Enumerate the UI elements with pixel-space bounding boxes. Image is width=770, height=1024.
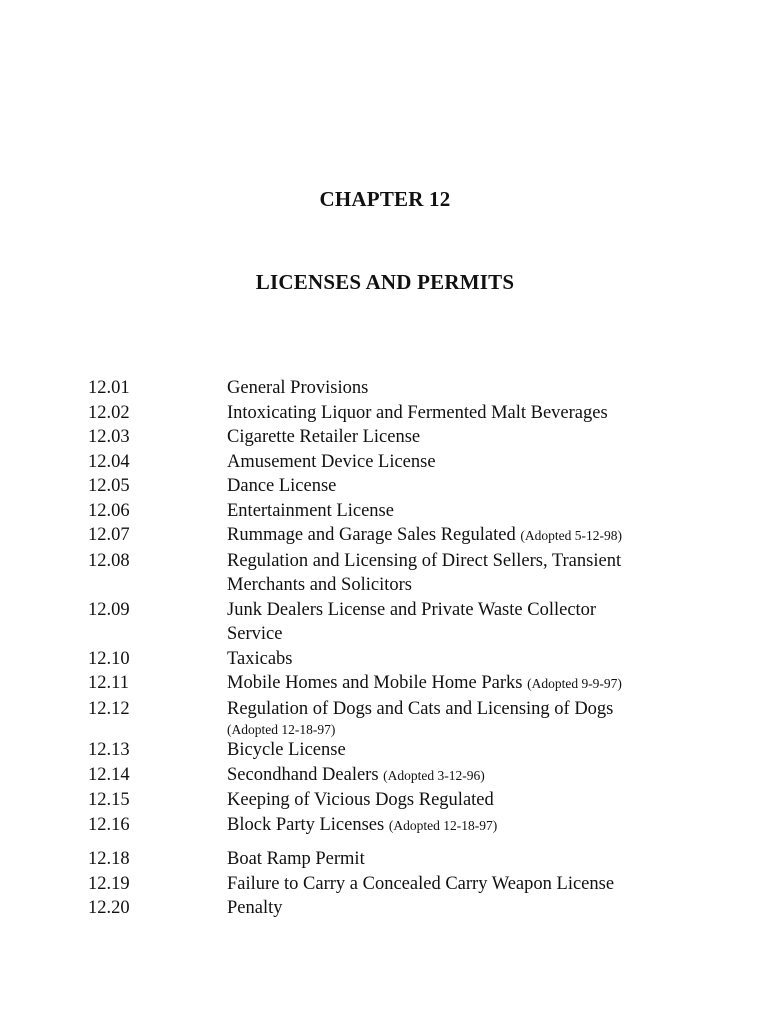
- section-title: Amusement Device License: [227, 451, 436, 472]
- toc-entry-12-02: [88, 401, 728, 426]
- toc-entry-12-14: [88, 763, 728, 789]
- section-title: Failure to Carry a Concealed Carry Weapon License: [227, 873, 615, 894]
- section-title: Block Party Licenses: [227, 814, 385, 835]
- section-number: 12.16: [88, 814, 130, 835]
- section-title: Cigarette Retailer License: [227, 427, 421, 447]
- toc-entry-12-03: [88, 425, 728, 450]
- toc-entry-12-11: [88, 671, 728, 697]
- section-title: General Provisions: [227, 378, 369, 398]
- section-title: Taxicabs: [227, 648, 293, 669]
- adopted-note: (Adopted 3-12-96): [383, 767, 485, 783]
- section-title-continued: Merchants and Solicitors: [227, 575, 412, 595]
- adopted-note: (Adopted 12-18-97): [227, 722, 336, 737]
- section-title: Bicycle License: [227, 740, 346, 760]
- toc-entry-12-07: [88, 523, 728, 549]
- section-title: Regulation and Licensing of Direct Sellers, Transient: [227, 550, 622, 571]
- toc-entry-12-08: [88, 549, 728, 598]
- toc-entry-12-20: [88, 896, 728, 921]
- section-title: Boat Ramp Permit: [227, 849, 365, 869]
- toc-entry-12-01: [88, 376, 728, 401]
- section-number: 12.20: [88, 898, 130, 918]
- section-number: 12.07: [88, 525, 130, 545]
- section-number: 12.05: [88, 476, 130, 496]
- toc-entry-12-15: [88, 788, 728, 813]
- toc-entry-12-10: [88, 647, 728, 672]
- section-title: Keeping of Vicious Dogs Regulated: [227, 790, 494, 810]
- section-number: 12.06: [88, 500, 130, 521]
- section-title: Penalty: [227, 898, 283, 918]
- adopted-note: (Adopted 5-12-98): [520, 528, 622, 543]
- section-number: 12.18: [88, 849, 130, 869]
- toc-entry-12-06: [88, 499, 728, 524]
- section-number: 12.01: [88, 378, 130, 398]
- section-number: 12.02: [88, 402, 130, 423]
- section-title: Regulation of Dogs and Cats and Licensing of Dogs: [227, 698, 614, 719]
- toc-entry-12-09: [88, 598, 728, 647]
- toc-entry-12-05: [88, 474, 728, 499]
- section-number: 12.09: [88, 599, 130, 620]
- toc-entry-12-04: [88, 450, 728, 475]
- section-number: 12.15: [88, 790, 130, 810]
- toc-entry-12-19: [88, 872, 728, 897]
- section-number: 12.14: [88, 764, 130, 785]
- section-title-continued: Service: [227, 624, 283, 644]
- chapter-title: LICENSES AND PERMITS: [255, 270, 515, 294]
- section-title: Secondhand Dealers: [227, 764, 379, 785]
- table-of-contents: [88, 376, 728, 921]
- section-number: 12.19: [88, 873, 130, 894]
- toc-entry-12-16: [88, 813, 728, 839]
- section-number: 12.04: [88, 451, 130, 472]
- section-title: Rummage and Garage Sales Regulated: [227, 525, 516, 545]
- section-title: Entertainment License: [227, 500, 394, 521]
- section-number: 12.08: [88, 550, 130, 571]
- adopted-note: (Adopted 9-9-97): [527, 676, 622, 691]
- toc-entry-12-12: [88, 697, 728, 739]
- section-title: Junk Dealers License and Private Waste Collector: [227, 599, 597, 620]
- section-number: 12.10: [88, 648, 130, 669]
- section-number: 12.13: [88, 740, 130, 760]
- section-number: 12.11: [88, 673, 129, 693]
- section-title: Intoxicating Liquor and Fermented Malt Beverages: [227, 402, 608, 423]
- section-number: 12.03: [88, 427, 130, 447]
- toc-entry-12-13: [88, 738, 728, 763]
- section-title: Dance License: [227, 476, 337, 496]
- adopted-note: (Adopted 12-18-97): [388, 817, 498, 833]
- section-number: 12.12: [88, 698, 130, 719]
- section-title: Mobile Homes and Mobile Home Parks: [227, 673, 523, 693]
- chapter-heading: CHAPTER 12: [319, 187, 451, 211]
- toc-entry-12-18: [88, 847, 728, 872]
